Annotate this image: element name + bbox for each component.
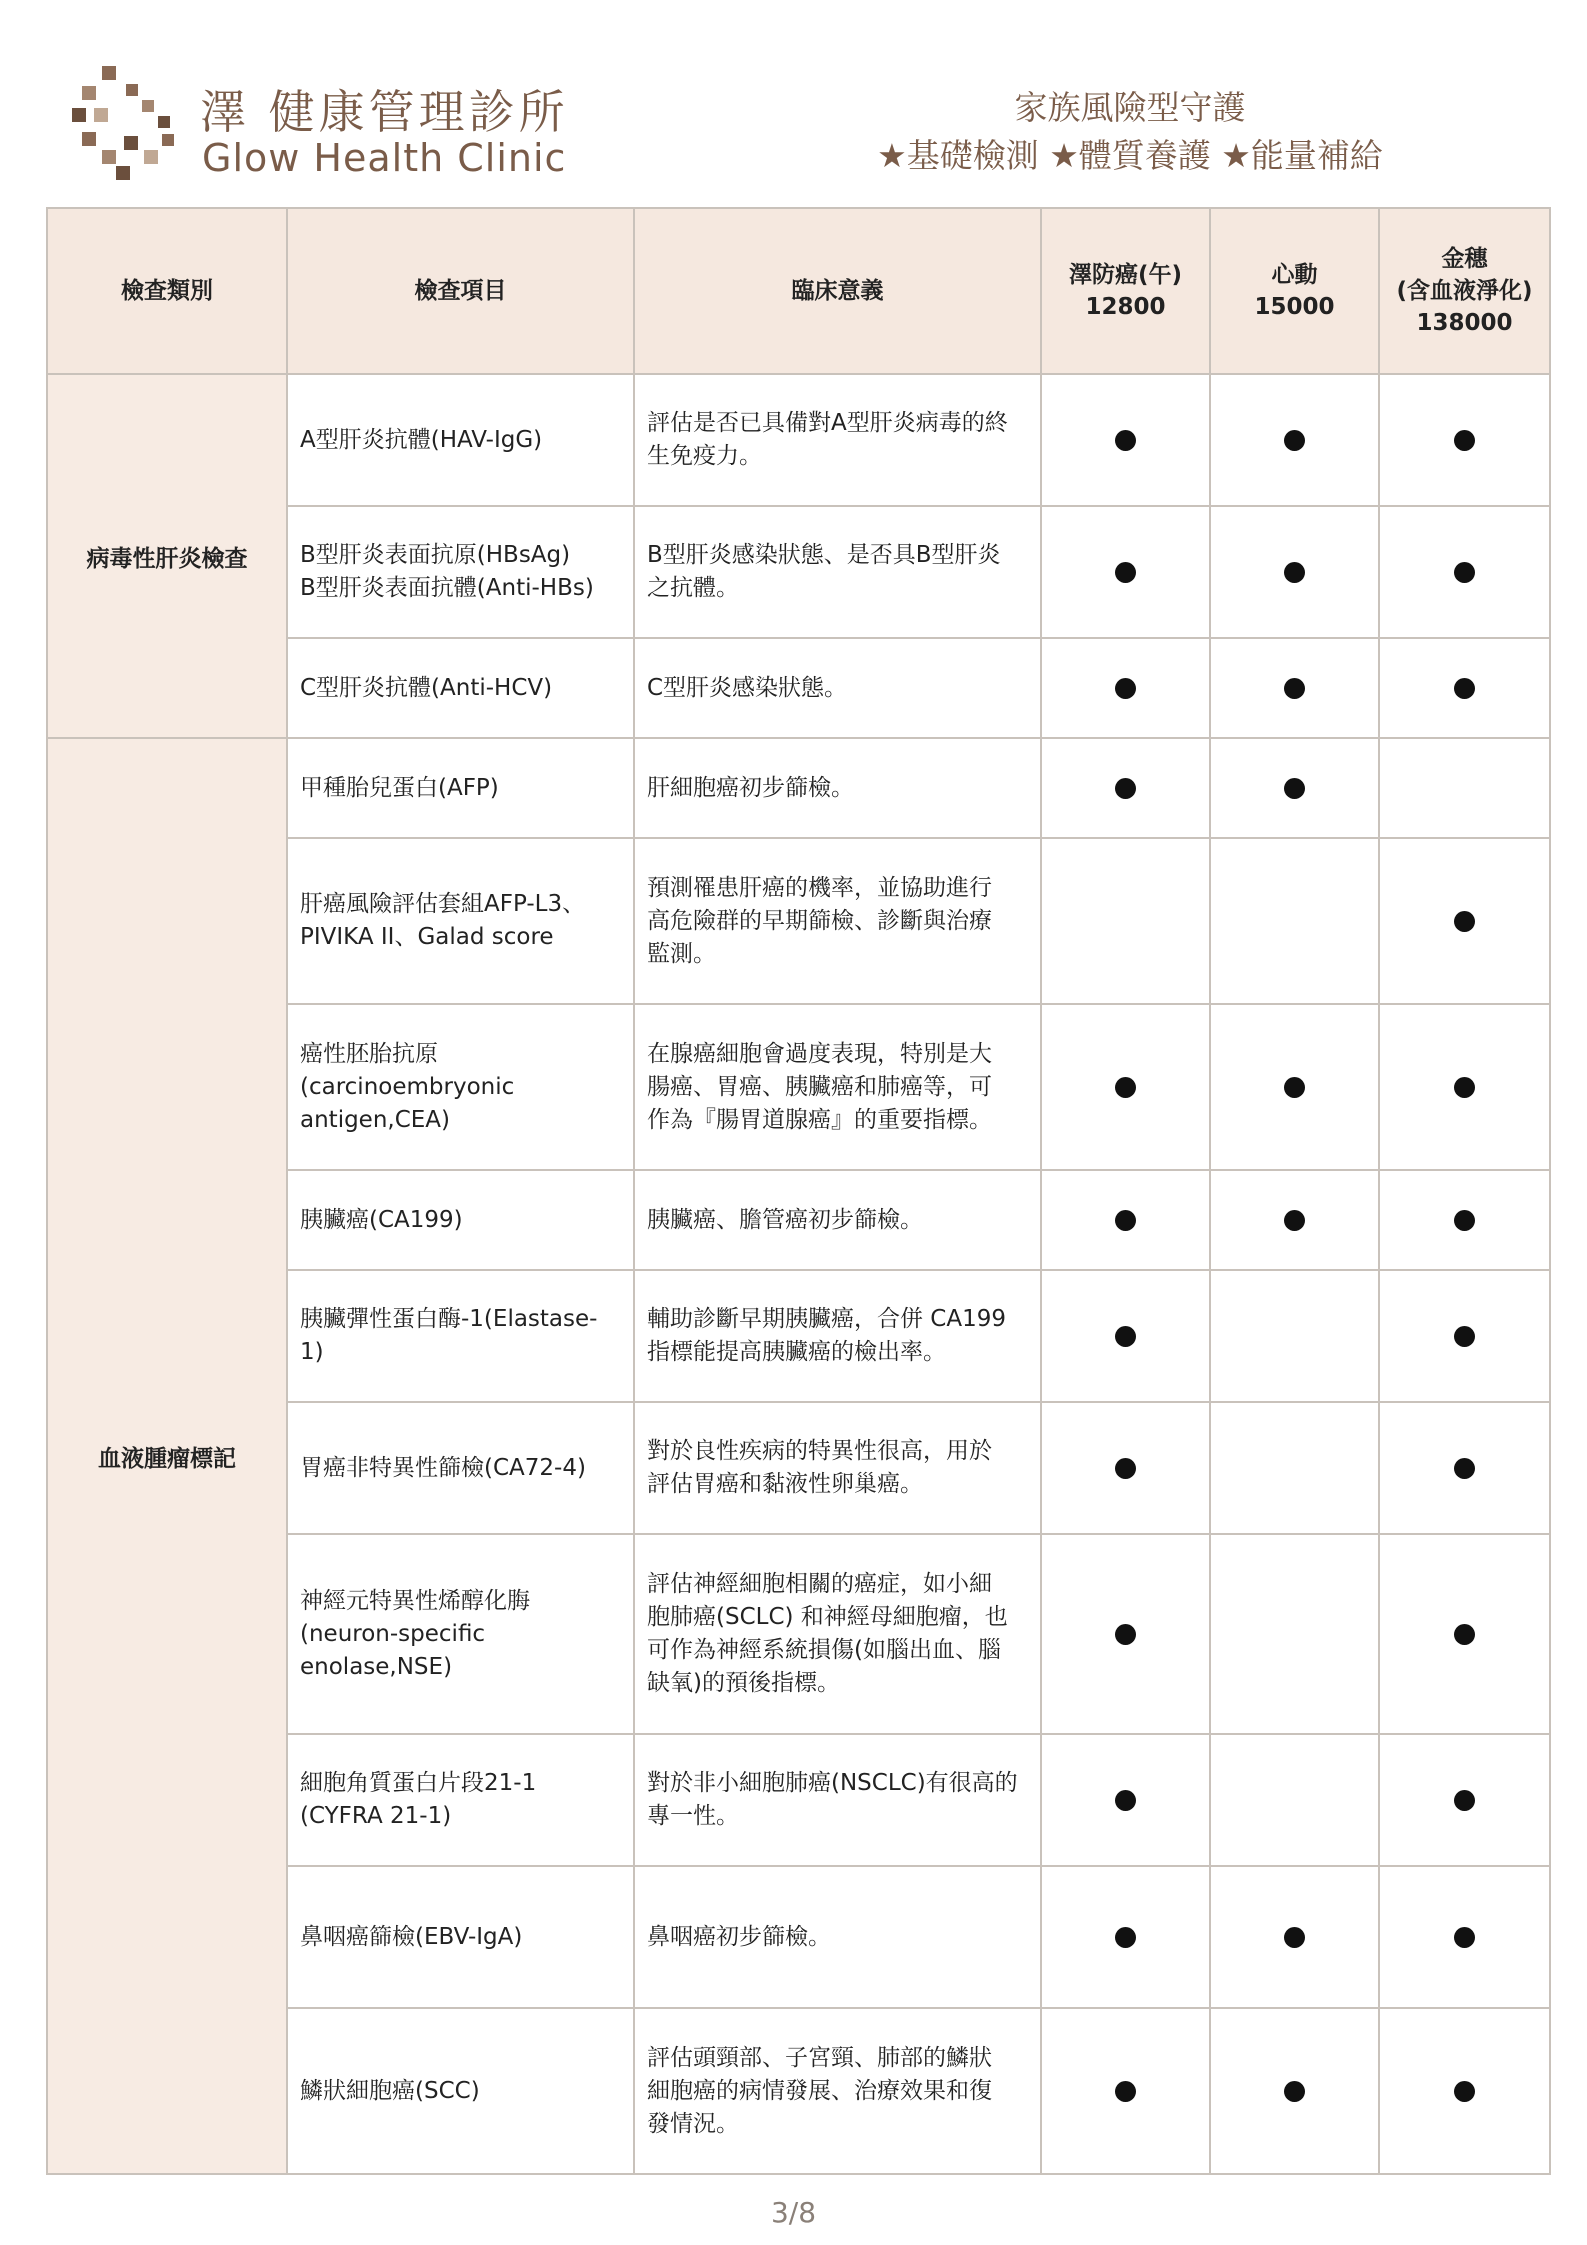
plan-3-cell [1379, 1004, 1550, 1170]
item-text-line: B型肝炎表面抗原(HBsAg) [300, 542, 571, 568]
included-dot-icon [1454, 2081, 1475, 2102]
clinic-name-en: Glow Health Clinic [202, 136, 567, 180]
header-meaning: 臨床意義 [634, 208, 1041, 374]
meaning-text-line: 監測。 [647, 940, 716, 967]
plan-2-cell [1210, 1534, 1379, 1734]
included-dot-icon [1454, 1790, 1475, 1811]
meaning-text-line: 胰臟癌、膽管癌初步篩檢。 [647, 1206, 923, 1233]
included-dot-icon [1454, 678, 1475, 699]
included-dot-icon [1115, 1210, 1136, 1231]
included-dot-icon [1284, 430, 1305, 451]
plan-3-cell [1379, 638, 1550, 738]
header-plan-2 [1210, 208, 1379, 374]
meaning-text-line: 評估頭頸部、子宮頸、肺部的鱗狀 [647, 2044, 992, 2071]
page-number: 3/8 [770, 2196, 817, 2229]
included-dot-icon [1115, 1790, 1136, 1811]
plan-1-cell [1041, 506, 1210, 638]
item-text-line: (carcinoembryonic [300, 1073, 515, 1100]
plan-2-cell [1210, 374, 1379, 506]
plan-3-price: 138000 [1416, 310, 1513, 336]
item-text-line: PIVIKA II、Galad score [300, 924, 554, 950]
included-dot-icon [1284, 1210, 1305, 1231]
included-dot-icon [1115, 1624, 1136, 1645]
included-dot-icon [1454, 562, 1475, 583]
included-dot-icon [1454, 1077, 1475, 1098]
plan-2-cell [1210, 738, 1379, 838]
item-text-line: A型肝炎抗體(HAV-IgG) [300, 426, 543, 453]
plan-3-cell [1379, 1170, 1550, 1270]
included-dot-icon [1115, 430, 1136, 451]
plan-3-cell [1379, 738, 1550, 838]
header-item: 檢查項目 [287, 208, 634, 374]
plan-1-name: 澤防癌(午) [1068, 262, 1183, 288]
plan-3-cell [1379, 1866, 1550, 2008]
item-cell [287, 1170, 634, 1270]
item-cell [287, 838, 634, 1004]
item-cell [287, 374, 634, 506]
plan-3-cell [1379, 506, 1550, 638]
plan-1-cell [1041, 1866, 1210, 2008]
plan-3-sub: (含血液淨化) [1396, 278, 1533, 304]
plan-3-cell [1379, 374, 1550, 506]
included-dot-icon [1115, 1927, 1136, 1948]
item-cell [287, 1534, 634, 1734]
item-text-line: antigen,CEA) [300, 1106, 451, 1133]
plan-1-cell [1041, 1270, 1210, 1402]
clinic-logo-icon [72, 66, 188, 182]
meaning-cell [634, 374, 1041, 506]
item-text-line: enolase,NSE) [300, 1653, 453, 1680]
item-text-line: (CYFRA 21-1) [300, 1803, 452, 1829]
meaning-cell [634, 1170, 1041, 1270]
included-dot-icon [1284, 562, 1305, 583]
meaning-cell [634, 838, 1041, 1004]
plan-subtitle: ★基礎檢測 ★體質養護 ★能量補給 [877, 136, 1383, 175]
included-dot-icon [1115, 2081, 1136, 2102]
item-text-line: 胃癌非特異性篩檢(CA72-4) [300, 1454, 586, 1481]
plan-2-cell [1210, 506, 1379, 638]
meaning-text-line: 肝細胞癌初步篩檢。 [647, 774, 854, 801]
meaning-text-line: 對於良性疾病的特異性很高，用於 [647, 1438, 992, 1464]
item-text-line: 鱗狀細胞癌(SCC) [300, 2077, 480, 2104]
plan-2-price: 15000 [1254, 294, 1335, 320]
meaning-cell [634, 638, 1041, 738]
meaning-text-line: 之抗體。 [647, 575, 739, 601]
included-dot-icon [1284, 778, 1305, 799]
meaning-text-line: C型肝炎感染狀態。 [647, 674, 848, 701]
meaning-text-line: 輔助診斷早期胰臟癌，合併 CA199 [647, 1306, 1007, 1332]
meaning-cell [634, 1866, 1041, 2008]
exam-table [46, 207, 1551, 2175]
plan-2-cell [1210, 1402, 1379, 1534]
item-text-line: 細胞角質蛋白片段21-1 [300, 1770, 537, 1796]
included-dot-icon [1115, 1326, 1136, 1347]
meaning-cell [634, 738, 1041, 838]
meaning-text-line: 可作為神經系統損傷(如腦出血、腦 [647, 1637, 1001, 1663]
plan-1-cell [1041, 1534, 1210, 1734]
meaning-cell [634, 1534, 1041, 1734]
item-text-line: 神經元特異性烯醇化脢 [300, 1587, 530, 1614]
plan-2-cell [1210, 1866, 1379, 2008]
meaning-text-line: 高危險群的早期篩檢、診斷與治療 [647, 907, 992, 934]
meaning-text-line: 發情況。 [647, 2110, 739, 2137]
item-cell [287, 1270, 634, 1402]
item-cell [287, 2008, 634, 2174]
plan-3-cell [1379, 1402, 1550, 1534]
included-dot-icon [1454, 1458, 1475, 1479]
meaning-text-line: 評估胃癌和黏液性卵巢癌。 [647, 1471, 923, 1497]
item-cell [287, 638, 634, 738]
plan-3-cell [1379, 1534, 1550, 1734]
meaning-text-line: 指標能提高胰臟癌的檢出率。 [647, 1339, 946, 1365]
item-text-line: 胰臟彈性蛋白酶-1(Elastase-1) [300, 1306, 598, 1365]
clinic-name-zh: 澤 健康管理診所 [200, 85, 569, 139]
plan-2-cell [1210, 1170, 1379, 1270]
item-text-line: 肝癌風險評估套組AFP-L3、 [300, 891, 586, 917]
plan-1-price: 12800 [1085, 294, 1166, 320]
plan-2-cell [1210, 2008, 1379, 2174]
meaning-text-line: 專一性。 [647, 1803, 739, 1829]
meaning-cell [634, 2008, 1041, 2174]
included-dot-icon [1115, 778, 1136, 799]
header-plan-3 [1379, 208, 1550, 374]
item-text-line: (neuron-specific [300, 1620, 486, 1647]
page-header [0, 0, 1587, 200]
item-text-line: C型肝炎抗體(Anti-HCV) [300, 674, 553, 701]
plan-1-cell [1041, 1402, 1210, 1534]
plan-2-cell [1210, 638, 1379, 738]
item-cell [287, 738, 634, 838]
meaning-text-line: 腸癌、胃癌、胰臟癌和肺癌等，可 [647, 1073, 992, 1100]
included-dot-icon [1454, 1624, 1475, 1645]
plan-1-cell [1041, 1734, 1210, 1866]
included-dot-icon [1284, 1927, 1305, 1948]
plan-2-cell [1210, 1004, 1379, 1170]
plan-1-cell [1041, 374, 1210, 506]
meaning-text-line: 作為『腸胃道腺癌』的重要指標。 [647, 1106, 992, 1133]
included-dot-icon [1454, 1210, 1475, 1231]
meaning-text-line: 在腺癌細胞會過度表現，特別是大 [647, 1040, 992, 1067]
item-text-line: 胰臟癌(CA199) [300, 1206, 463, 1233]
meaning-cell [634, 1734, 1041, 1866]
meaning-cell [634, 1004, 1041, 1170]
plan-3-name: 金穗 [1441, 246, 1488, 272]
included-dot-icon [1454, 1927, 1475, 1948]
plan-1-cell [1041, 838, 1210, 1004]
meaning-text-line: 鼻咽癌初步篩檢。 [647, 1923, 831, 1950]
plan-title: 家族風險型守護 [1014, 88, 1246, 127]
item-text-line: 甲種胎兒蛋白(AFP) [300, 774, 499, 801]
header-category: 檢查類別 [47, 208, 287, 374]
item-cell [287, 1402, 634, 1534]
plan-3-cell [1379, 838, 1550, 1004]
included-dot-icon [1115, 678, 1136, 699]
plan-3-cell [1379, 1270, 1550, 1402]
meaning-text-line: 評估是否已具備對A型肝炎病毒的終 [647, 410, 1008, 436]
item-text-line: 鼻咽癌篩檢(EBV-IgA) [300, 1923, 523, 1950]
included-dot-icon [1284, 2081, 1305, 2102]
meaning-cell [634, 506, 1041, 638]
item-text-line: B型肝炎表面抗體(Anti-HBs) [300, 575, 594, 601]
included-dot-icon [1115, 1077, 1136, 1098]
table-row [47, 738, 1550, 838]
included-dot-icon [1115, 562, 1136, 583]
plan-1-cell [1041, 2008, 1210, 2174]
table-body [47, 374, 1550, 2174]
item-cell [287, 1866, 634, 2008]
plan-2-name: 心動 [1271, 262, 1318, 288]
plan-1-cell [1041, 738, 1210, 838]
meaning-text-line: 缺氧)的預後指標。 [647, 1670, 840, 1696]
item-cell [287, 506, 634, 638]
meaning-text-line: 細胞癌的病情發展、治療效果和復 [647, 2077, 992, 2104]
included-dot-icon [1284, 678, 1305, 699]
plan-1-cell [1041, 638, 1210, 738]
item-cell [287, 1004, 634, 1170]
plan-2-cell [1210, 1734, 1379, 1866]
included-dot-icon [1454, 1326, 1475, 1347]
included-dot-icon [1115, 1458, 1136, 1479]
item-cell [287, 1734, 634, 1866]
plan-3-cell [1379, 2008, 1550, 2174]
meaning-text-line: 對於非小細胞肺癌(NSCLC)有很高的 [647, 1770, 1018, 1796]
plan-2-cell [1210, 838, 1379, 1004]
category-cell: 血液腫瘤標記 [47, 738, 287, 2174]
table-header-row [47, 208, 1550, 374]
meaning-text-line: 胞肺癌(SCLC) 和神經母細胞瘤，也 [647, 1604, 1008, 1630]
header-plan-1 [1041, 208, 1210, 374]
item-text-line: 癌性胚胎抗原 [300, 1040, 438, 1067]
table-row [47, 374, 1550, 506]
included-dot-icon [1454, 911, 1475, 932]
included-dot-icon [1454, 430, 1475, 451]
meaning-text-line: B型肝炎感染狀態、是否具B型肝炎 [647, 542, 1001, 568]
plan-1-cell [1041, 1170, 1210, 1270]
category-cell: 病毒性肝炎檢查 [47, 374, 287, 738]
meaning-text-line: 預測罹患肝癌的機率，並協助進行 [647, 874, 992, 901]
meaning-cell [634, 1270, 1041, 1402]
plan-1-cell [1041, 1004, 1210, 1170]
meaning-cell [634, 1402, 1041, 1534]
plan-3-cell [1379, 1734, 1550, 1866]
meaning-text-line: 生免疫力。 [647, 443, 762, 469]
meaning-text-line: 評估神經細胞相關的癌症，如小細 [647, 1571, 992, 1597]
included-dot-icon [1284, 1077, 1305, 1098]
plan-2-cell [1210, 1270, 1379, 1402]
